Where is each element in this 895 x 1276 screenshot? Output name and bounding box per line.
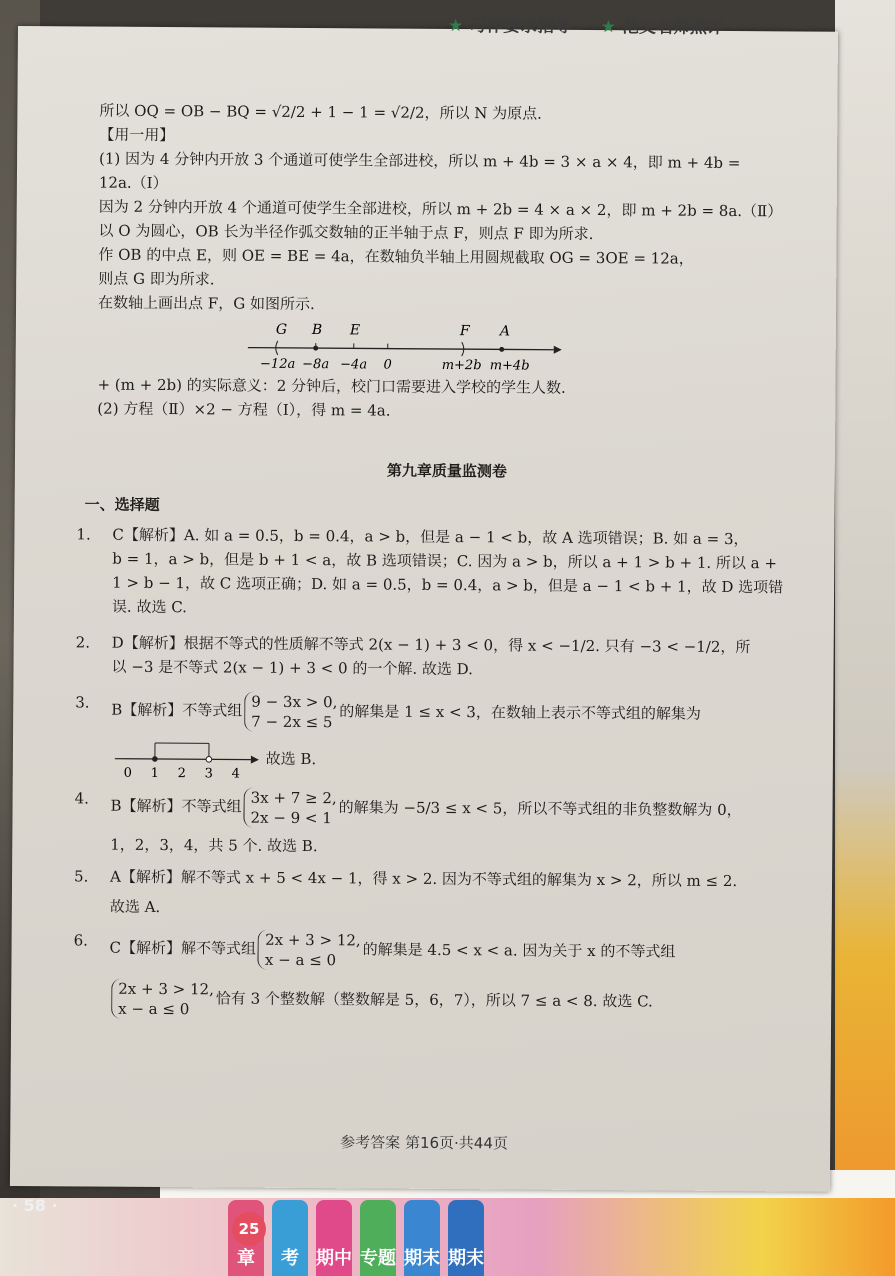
answer-line: 以 −3 是不等式 2(x − 1) + 3 < 0 的一个解. 故选 D. xyxy=(111,657,473,679)
inequality: x − a ≤ 0 xyxy=(118,999,190,1019)
inequality: 2x − 9 < 1 xyxy=(250,808,332,828)
text-line: 则点 G 即为所求. xyxy=(98,269,215,289)
question-1 xyxy=(76,523,797,624)
inequality-system xyxy=(243,788,336,829)
page-footer: 参考答案 第16页·共44页 xyxy=(340,1133,508,1153)
tab-exam: 考 xyxy=(272,1200,308,1276)
axis-tick: 3 xyxy=(204,766,213,782)
point-label-G: G xyxy=(275,321,288,338)
answer-prefix: B【解析】不等式组 xyxy=(110,796,242,816)
answer-suffix: 恰有 3 个整数解（整数解是 5，6，7），所以 7 ≤ a < 8. 故选 C. xyxy=(215,989,653,1011)
tick-label: m+4b xyxy=(489,358,530,374)
inequality: x − a ≤ 0 xyxy=(264,950,337,970)
question-2 xyxy=(75,631,795,684)
point-label-A: A xyxy=(499,323,511,340)
answer-suffix: 的解集是 1 ≤ x < 3，在数轴上表示不等式组的解集为 xyxy=(339,702,701,723)
answer-suffix: 的解集为 −5/3 ≤ x < 5，所以不等式组的非负整数解为 0， xyxy=(338,798,742,820)
axis-tick: 2 xyxy=(177,766,186,782)
question-number: 4. xyxy=(74,789,89,808)
tick-label: m+2b xyxy=(441,357,482,374)
question-4 xyxy=(74,787,794,862)
index-tabs xyxy=(228,1200,484,1276)
tick-label: 0 xyxy=(383,357,392,373)
text-line: + (m + 2b) 的实际意义：2 分钟后，校门口需要进入学校的学生人数. xyxy=(97,375,566,397)
question-number: 6. xyxy=(73,931,88,950)
header-title: 习作要求指导 xyxy=(469,16,572,37)
inequality: 9 − 3x > 0, xyxy=(251,692,338,712)
tab-circle-number: 25 xyxy=(232,1212,266,1246)
number-line-figure xyxy=(248,320,568,376)
section-label: 【用一用】 xyxy=(99,125,175,145)
question-number: 1. xyxy=(76,525,91,544)
page-content xyxy=(73,99,799,1024)
inequality: 2x + 3 > 12, xyxy=(118,979,214,999)
answer-line: D【解析】根据不等式的性质解不等式 2(x − 1) + 3 < 0，得 x < −1/2. 只有 −3 < −1/2，所 xyxy=(111,633,751,657)
tab-final-1: 期末 xyxy=(404,1200,440,1276)
question-number: 3. xyxy=(75,693,90,712)
header-right-fragment: 范文名师点评 xyxy=(621,17,725,38)
answer-line: 1，2，3，4，共 5 个. 故选 B. xyxy=(110,835,318,856)
inequality-system xyxy=(244,692,337,733)
book-page-number: · 58 · xyxy=(12,1196,58,1215)
answer-suffix: 的解集是 4.5 < x < a. 因为关于 x 的不等式组 xyxy=(362,940,676,961)
answer-prefix: C【解析】解不等式组 xyxy=(109,938,257,958)
tick-label: −4a xyxy=(340,357,368,373)
answer-prefix: B【解析】不等式组 xyxy=(111,700,243,720)
answer-page xyxy=(10,16,838,1192)
text-line: 12a.（Ⅰ） xyxy=(98,173,168,193)
next-book-edge xyxy=(835,0,895,1276)
point-label-B: B xyxy=(311,322,323,339)
answer-line: 1 > b − 1，故 C 选项正确；D. 如 a = 0.5，b = 0.4，a > b，但是 a − 1 < b + 1，故 D 选项错 xyxy=(112,573,784,597)
inequality-system xyxy=(258,930,361,971)
inequality: 7 − 2x ≤ 5 xyxy=(251,712,333,732)
text-line: 作 OB 的中点 E，则 OE = BE = 4a，在数轴负半轴上用圆规截取 OG = 3OE = 12a， xyxy=(98,245,694,268)
answer-conclusion: 故选 B. xyxy=(265,749,317,769)
chapter-title: 第九章质量监测卷 xyxy=(386,461,507,481)
answer-line: A【解析】解不等式 x + 5 < 4x − 1，得 x > 2. 因为不等式组的解集为 x > 2，所以 m ≤ 2. xyxy=(110,867,738,891)
tick-label: −8a xyxy=(302,356,330,373)
axis-tick: 0 xyxy=(123,765,132,781)
tab-midterm: 期中 xyxy=(316,1200,352,1276)
star-icon: ★ xyxy=(600,17,617,38)
solution-number-line xyxy=(111,737,261,782)
tick-label: −12a xyxy=(259,356,296,372)
tab-chapter: 章 xyxy=(228,1200,264,1276)
page-header xyxy=(448,11,724,38)
section-subheading: 一、选择题 xyxy=(84,495,160,515)
answer-line: 误. 故选 C. xyxy=(111,597,188,617)
question-3 xyxy=(75,691,796,786)
answer-line: C【解析】A. 如 a = 0.5，b = 0.4，a > b，但是 a − 1 < b，故 A 选项错误；B. 如 a = 3， xyxy=(112,525,749,549)
tab-topic: 专题 xyxy=(360,1200,396,1276)
axis-tick: 1 xyxy=(150,765,159,782)
text-line: 因为 2 分钟内开放 4 个通道可使学生全部进校，所以 m + 2b = 4 × a × 2，即 m + 2b = 8a.（Ⅱ） xyxy=(98,197,783,221)
question-number: 5. xyxy=(74,867,89,886)
inequality: 2x + 3 > 12, xyxy=(265,930,361,950)
star-icon: ★ xyxy=(447,16,464,37)
point-label-E: E xyxy=(349,322,361,339)
text-line: 在数轴上画出点 F，G 如图所示. xyxy=(98,293,315,314)
axis-tick: 4 xyxy=(231,766,240,782)
tab-final-2: 期末 xyxy=(448,1200,484,1276)
text-line: 所以 OQ = OB − BQ = √2/2 + 1 − 1 = √2/2，所以 N 为原点. xyxy=(99,101,543,123)
text-line: 以 O 为圆心，OB 长为半径作弧交数轴的正半轴于点 F，则点 F 即为所求. xyxy=(98,221,594,244)
question-number: 2. xyxy=(75,633,91,652)
text-line: (1) 因为 4 分钟内开放 3 个通道可使学生全部进校，所以 m + 4b = 3 × a × 4，即 m + 4b = xyxy=(99,149,741,173)
question-5 xyxy=(74,865,794,924)
text-line: (2) 方程（Ⅱ）×2 − 方程（Ⅰ），得 m = 4a. xyxy=(97,399,391,420)
point-label-F: F xyxy=(459,323,470,340)
inequality: 3x + 7 ≥ 2, xyxy=(250,788,337,808)
question-6 xyxy=(73,929,794,1024)
answer-line: 故选 A. xyxy=(109,897,161,917)
inequality-system xyxy=(111,979,214,1020)
answer-line: b = 1，a > b，但是 b + 1 < a，故 B 选项错误；C. 因为 a > b，所以 a + 1 > b + 1. 所以 a + xyxy=(112,549,778,573)
